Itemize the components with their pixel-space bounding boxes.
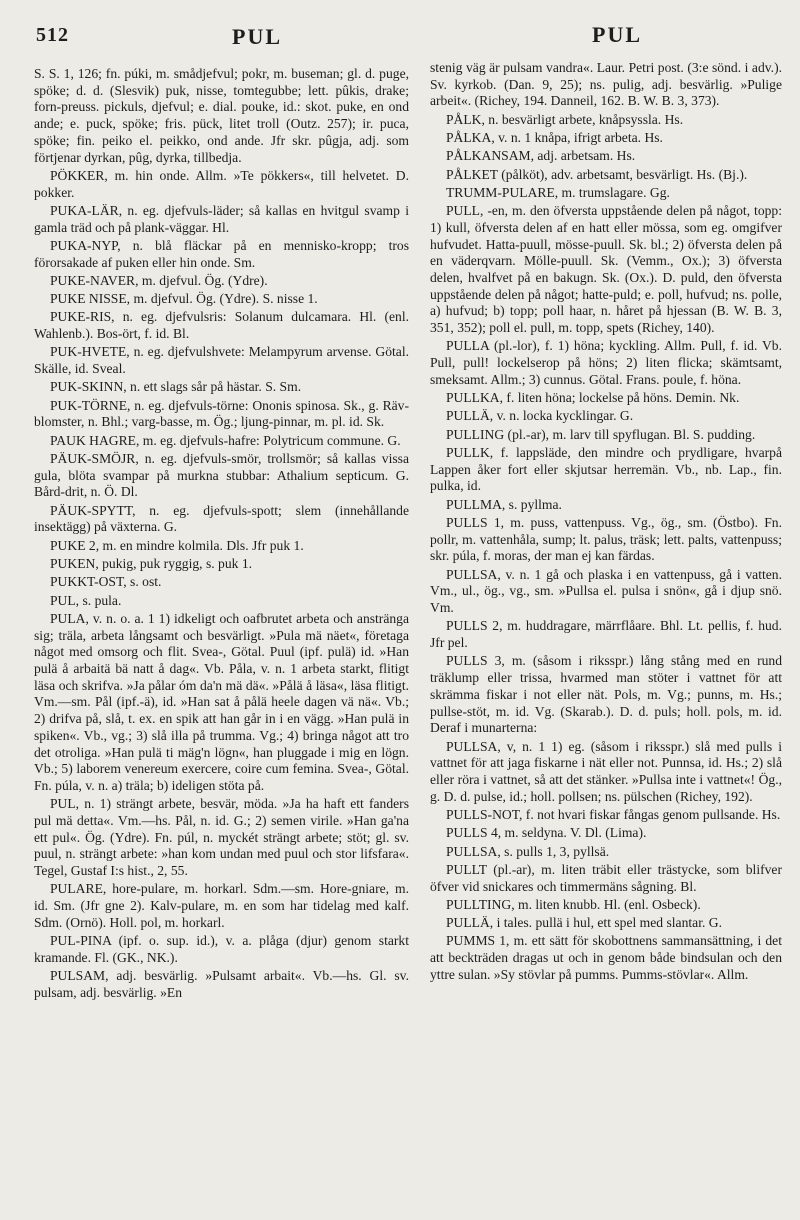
dictionary-entry: PÄUK-SPYTT, n. eg. djefvuls-spott; slem (innehållande insektägg) på växterna. G. [34,502,409,535]
dictionary-entry: PULLA (pl.-lor), f. 1) höna; kyckling. Allm. Pull, f. id. Vb. Pull, pull! lockelserop på höns; 2) liten flicka; skämtsamt, smeksamt. Allm.; 3) cunnus. Götal. Frans. poule, f. höna. [430,338,782,387]
left-column [34,66,409,1003]
dictionary-entry: PÄUK-SMÖJR, n. eg. djefvuls-smör, trollsmör; så kallas vissa gula, blöta svampar på murkna stubbar: Athalium septicum. G. Bård-drit, n. Ö. Dl. [34,451,409,500]
dictionary-entry: PÅLKA, v. n. 1 knåpa, ifrigt arbeta. Hs. [446,130,663,145]
dictionary-entry: PUL-PINA (ipf. o. sup. id.), v. a. plåga (djur) genom starkt kramande. Fl. (GK., NK.). [34,933,409,965]
dictionary-entry: PUK-TÖRNE, n. eg. djefvuls-törne: Ononis spinosa. Sk., g. Räv-blomster, n. Bhl.; varg-basse, m. Ög.; ljung-pinnar, m. pl. id. Sk. [34,397,409,430]
dictionary-entry: PULLÄ, i tales. pullä i hul, ett spel med slantar. G. [446,915,722,931]
dictionary-entry: TRUMM-PULARE, m. trumslagare. Gg. [446,184,670,200]
dictionary-entry: PUKKT-OST, s. ost. [50,574,162,590]
dictionary-entry: PULLING (pl.-ar), m. larv till spyflugan. Bl. S. pudding. [446,426,756,442]
dictionary-entry: PUL, s. pula. [50,592,122,608]
dictionary-entry: PÅLKANSAM, adj. arbetsam. Hs. [446,148,636,164]
dictionary-entry: PULLKA, f. liten höna; lockelse på höns. Demin. Nk. [446,390,740,406]
left-running-head: PUL [232,24,282,49]
dictionary-entry: PULLS 3, m. (såsom i riksspr.) lång stång med en rund träklump eller trissa, hvarmed man stöter i vattnet för att skrämma fiskar i not eller nät. Pols, m. Vg.; punns, m. Hs.; pullse-stöt, m. id. Vg. (Skarab.). D. d. puls; holl. pols, m. id. Deraf i munarterna: [430,653,782,736]
right-column [430,60,782,985]
dictionary-entry: PULLSA, v. n. 1 gå och plaska i en vattenpuss, gå i vatten. Vm., ul., ög., vg., sm. »Pullsa el. pulsa i snön«, gå i djup snö. Vm. [430,566,782,616]
dictionary-entry: PULLSA, v, n. 1 1) eg. (såsom i riksspr.) slå med pulls i vattnet för att jaga fiskarne i nät eller not. Punnsa, id. Hs.; 2) slå eller röra i vattnet, så att det stänker. »Pullsa inte i vattnet«! Ög., g. D. d. pulse, id.; holl. pollsen; ns. pülschen (Richey, 192). [430,738,782,804]
dictionary-entry: PULLK, f. lappsläde, den mindre och prydligare, hvarpå Lappen åker fort eller skjutsar herremän. Vb., nb. Lap., fin. pulka, id. [430,445,782,494]
dictionary-entry: PÅLK, n. besvärligt arbete, knåpsyssla. Hs. [446,111,684,127]
dictionary-entry: PUK-SKINN, n. ett slags sår på hästar. S. Sm. [50,379,302,395]
dictionary-entry: PUL, n. 1) strängt arbete, besvär, möda. »Ja ha haft ett fanders pul mä detta«. Vm.—hs. Pål, n. id. G.; 2) semen virile. »Han ga'na ett pul«. Ög. (Ydre). Fn. púl, n. myckét strängt arbete; stöt; gl. sv. puul, n. strängt arbete: »han kom undan med puul och stor lifsfara«. Tegel, Gustaf I:s hist., 2, 55. [34,796,409,879]
dictionary-entry: PULLS-NOT, f. not hvari fiskar fångas genom pullsande. Hs. [446,806,781,822]
dictionary-entry: stenig väg är pulsam vandra«. Laur. Petri post. (3:e sönd. i adv.). Sv. kyrkob. (Dan. 9, 25); ns. pulig, adj. besvärlig. »Pulige arbeit«. (Richey, 194. Danneil, 162. B. W. B. 3, 373). [430,60,782,109]
dictionary-entry: PULLS 4, m. seldyna. V. Dl. (Lima). [446,825,647,841]
dictionary-entry: PUKEN, pukig, puk ryggig, s. puk 1. [50,556,253,571]
dictionary-entry: PUKE 2, m. en mindre kolmila. Dls. Jfr puk 1. [50,537,304,553]
dictionary-entry: PÅLKET (pålköt), adv. arbetsamt, besvärligt. Hs. (Bj.). [446,166,748,182]
dictionary-entry: PULLTING, m. liten knubb. Hl. (enl. Osbeck). [446,896,701,912]
dictionary-entry: PUKA-NYP, n. blå fläckar på en mennisko-kropp; tros förorsakade af puken eller hin onde. Sm. [34,237,409,270]
dictionary-entry: PULLT (pl.-ar), m. liten träbit eller trästycke, som blifver öfver vid snickares och timmermäns sågning. Bl. [430,861,782,894]
dictionary-entry: PUKA-LÄR, n. eg. djefvuls-läder; så kallas en hvitgul svamp i gamla träd och på plank-väggar. Hl. [34,202,409,235]
dictionary-entry: PULLÄ, v. n. locka kycklingar. G. [446,408,634,424]
dictionary-entry: S. S. 1, 126; fn. púki, m. smådjefvul; pokr, m. buseman; gl. d. puge, spöke; d. d. (Slesvik) puk, nisse, tomtegubbe; lett. pûkis, drake; forn-preuss. pickuls, djefvul; e. dial. pouke, id.: skot. puke, en ond ande; e. puck, spöke; fris. pück, litet troll (Outz. 257); ir. puca, spöke; fin. peiko el. peikko, ond ande. Jfr skr. pûgja, adj. som förtjenar dyrkan, pûg, dyrka, tillbedja. [34,66,409,165]
dictionary-entry: PULLSA, s. pulls 1, 3, pyllsä. [446,843,610,859]
dictionary-entry: PULLS 1, m. puss, vattenpuss. Vg., ög., sm. (Östbo). Fn. pollr, m. vattenhåla, sump; lt. palus, träsk; lett. palts, vattenpuss; skr. púla, f. moras, der man ej kan färdas. [430,515,782,564]
dictionary-entry: PUMMS 1, m. ett sätt för skobottnens sammansättning, i det att beckträden dragas ut och in genom både bindsulan och den yttre sulan. »Sy stövlar på pumms. Pumms-stövlar«. Allm. [430,933,782,982]
page-number: 512 [36,24,69,46]
dictionary-entry: PULLS 2, m. huddragare, märrflåare. Bhl. Lt. pellis, f. hud. Jfr pel. [430,618,782,651]
dictionary-entry: PÖKKER, m. hin onde. Allm. »Te pökkers«, till helvetet. D. pokker. [34,167,409,200]
dictionary-entry: PUK-HVETE, n. eg. djefvulshvete: Melampyrum arvense. Götal. Skälle, id. Sveal. [34,344,409,377]
dictionary-entry: PULL, -en, m. den öfversta uppstående delen på något, topp: 1) kull, öfversta delen af en hatt eller mössa, som eg. omgifver hufvudet. Hatta-puull, mösse-puull. Sk. bl.; 2) öfversta delen på en väderqvarn. Mölle-puull. Sk. (Vemm., Ox.); 3) öfversta delen, hvalfvet på en bakugn. Sk. (Ox.). D. puld, den öfversta uppstående delen på något; hatte-puld; e. poll, hufvud; ns. polle, a) hufvud; b) topp; poll haar, n. håret på hjessan (B. W. B. 3, 351, 352); poll el. pull, m. topp, spets (Richey, 140). [430,203,782,336]
dictionary-entry: PAUK HAGRE, m. eg. djefvuls-hafre: Polytricum commune. G. [50,432,401,448]
right-running-head: PUL [592,22,642,47]
page-header [0,14,800,54]
dictionary-entry: PULSAM, adj. besvärlig. »Pulsamt arbait«. Vb.—hs. Gl. sv. pulsam, adj. besvärlig. »En [34,968,409,1000]
dictionary-entry: PUKE-NAVER, m. djefvul. Ög. (Ydre). [50,272,268,288]
dictionary-entry: PULA, v. n. o. a. 1 1) idkeligt och oafbrutet arbeta och anstränga sig; träla, arbeta långsamt och besvärligt. »Pula mä näet«, företaga något med omsorg och flit. Svea-, Götal. Puul (ipf. pulä) id. »Han pulä å arbaitä bä natt å dag«. Vb. Påla, v. n. 1 arbeta starkt, flitigt läsa och skrifva. »Ja pålar óm da'n mä dä«. »Pålä å läsa«, läsa flitigt. Vm.—sm. Pål (ipf.-ä), id. »Han sat å pålä heele dagen vä nä«. Vb.; 2) drifva på, slå, t. ex. en spik att han går in i en vägg. »Han pulä in spiken«. Vb., vg.; 3) slå illa på trumma. Vg.; 4) bringa något att tro det otroliga. »Han pulä ti mäg'n lögn«, han pluggade i mig en lögn. Vb.; 5) laborem venereum exercere, coire cum femina. Svea-, Götal. Fn. púla, v. n. a) träla; b) ideligen stöta på. [34,610,409,793]
dictionary-entry: PUKE NISSE, m. djefvul. Ög. (Ydre). S. nisse 1. [50,291,318,307]
dictionary-entry: PULARE, hore-pulare, m. horkarl. Sdm.—sm. Hore-gniare, m. id. Sm. (Jfr gne 2). Kalv-pulare, m. en som har tidelag med kalf. Sdm. (Ornö). Holl. pol, m. horkarl. [34,881,409,930]
dictionary-entry: PULLMA, s. pyllma. [446,496,562,512]
dictionary-entry: PUKE-RIS, n. eg. djefvulsris: Solanum dulcamara. Hl. (enl. Wahlenb.). Bos-ört, f. id. Bl. [34,309,409,342]
